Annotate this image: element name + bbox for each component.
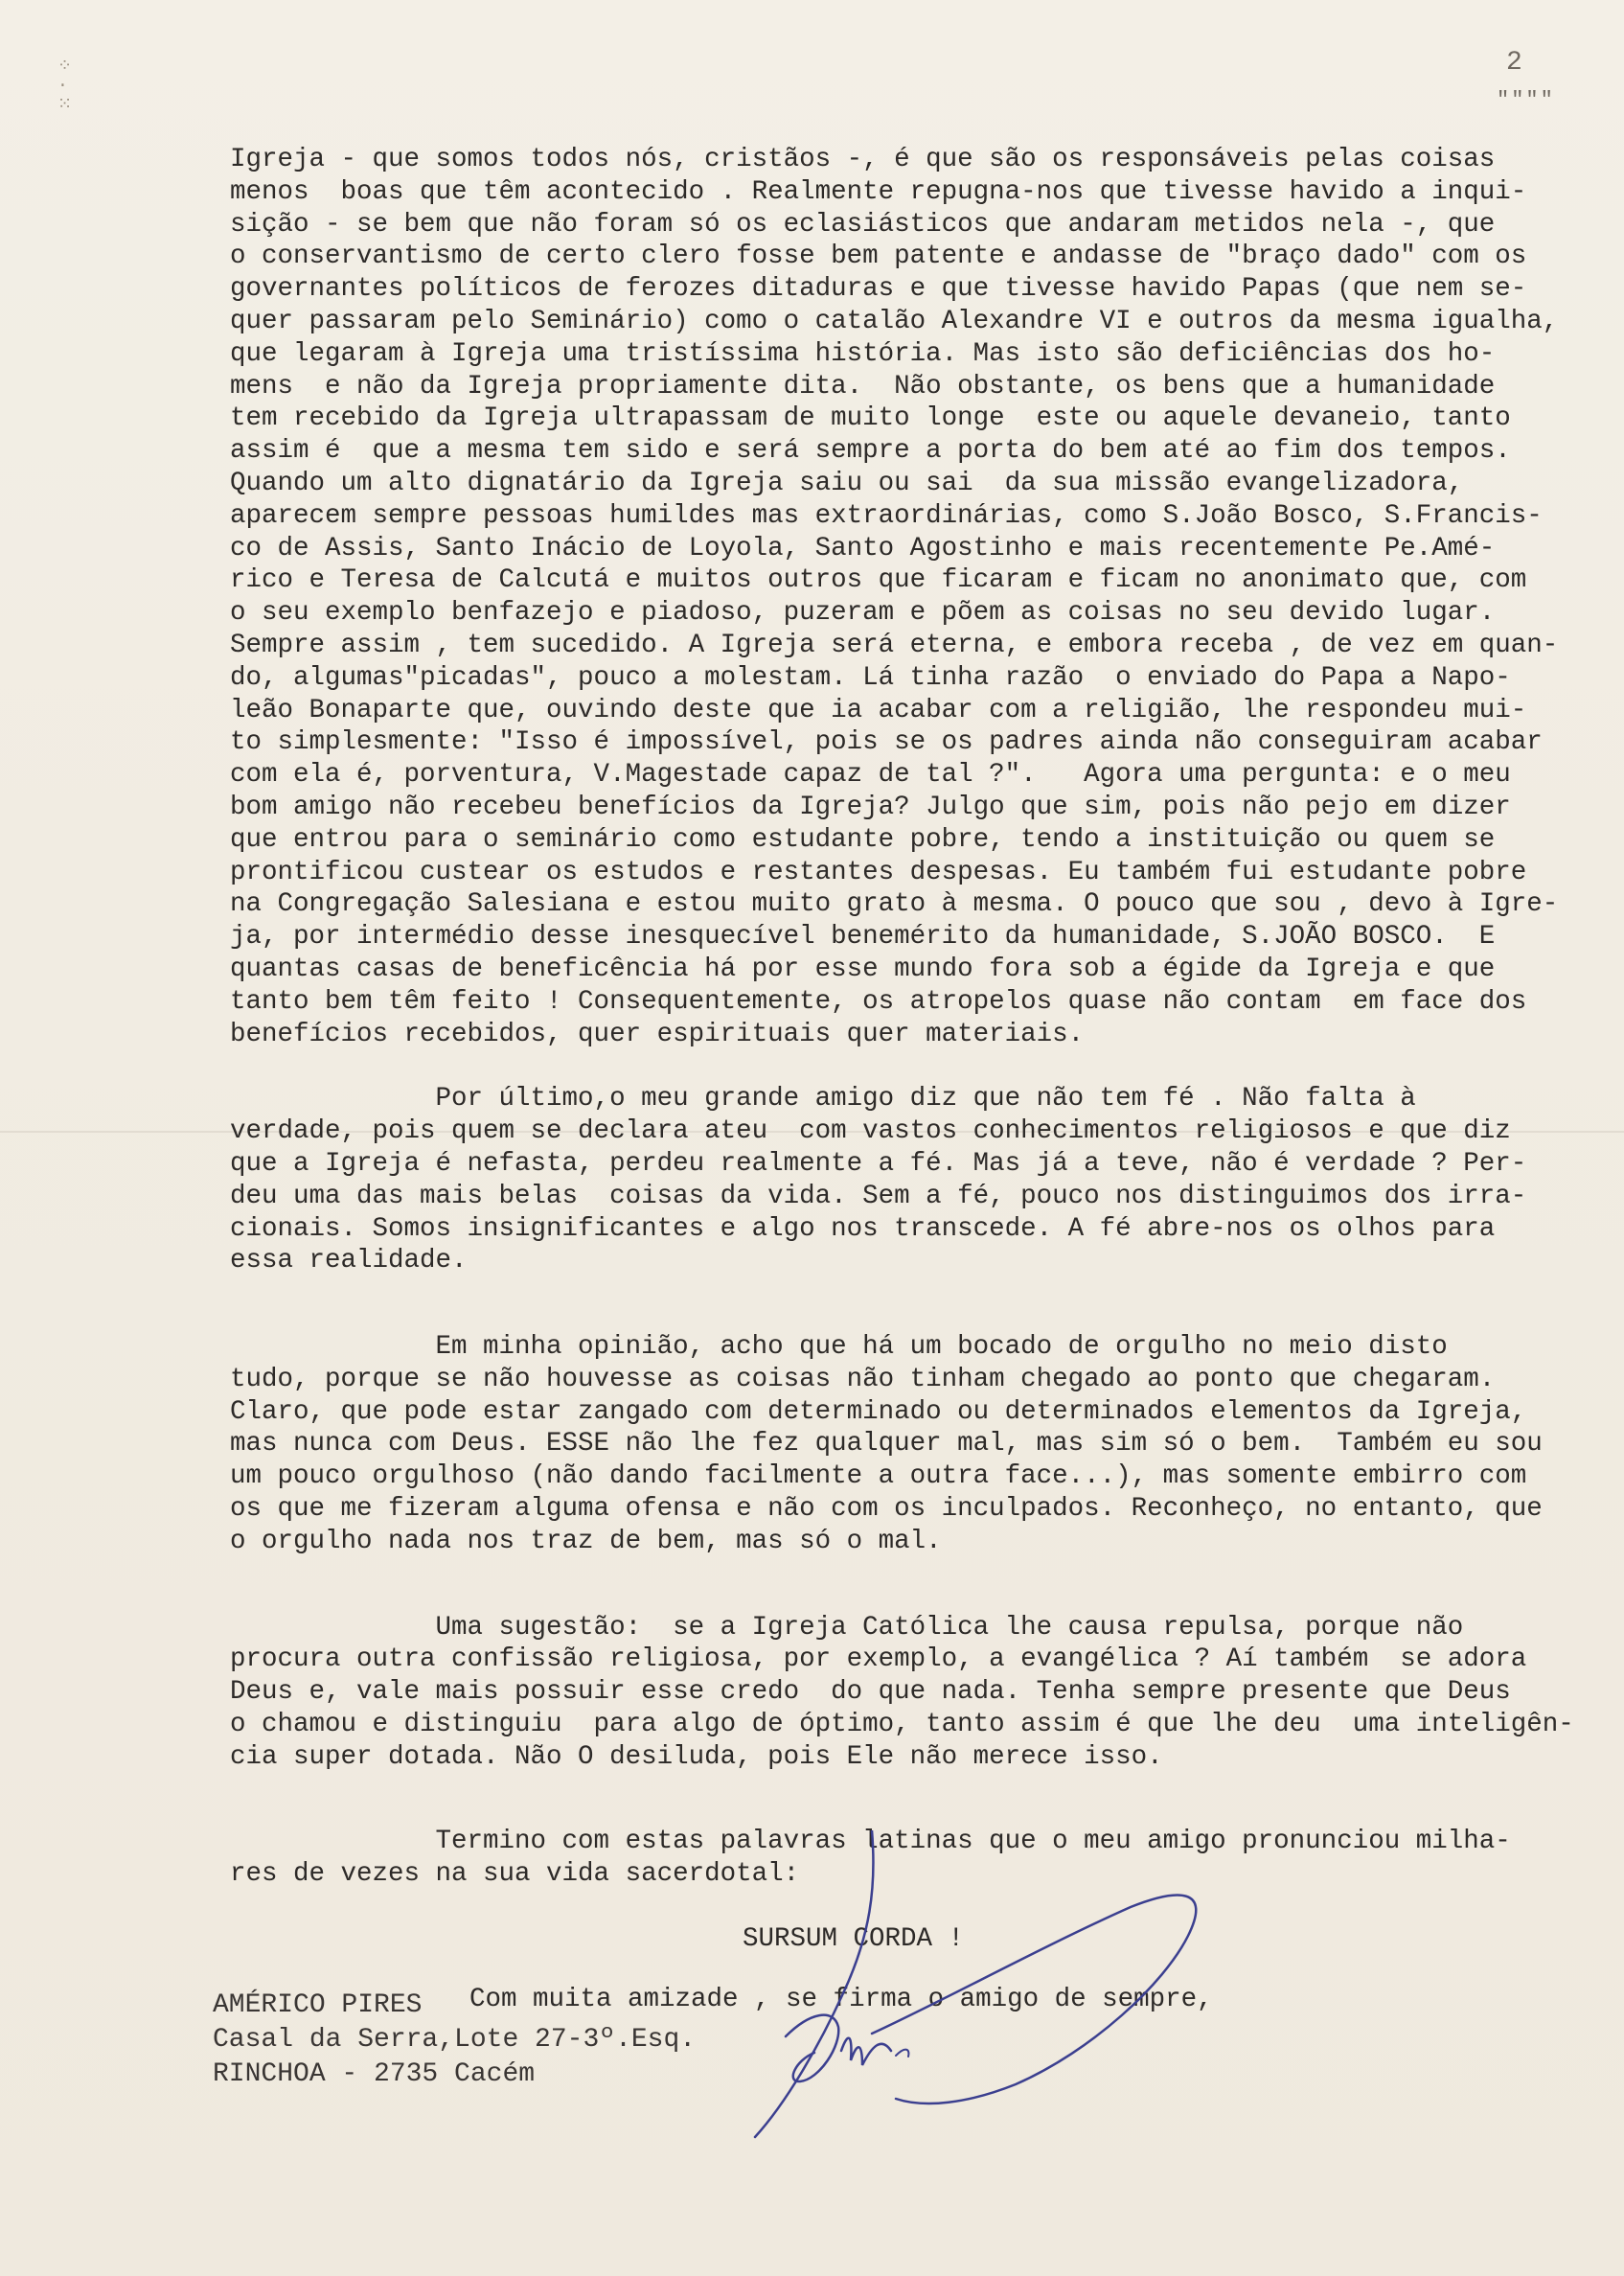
paragraph-gap — [230, 1050, 1562, 1083]
page-number: 2 — [1506, 48, 1522, 78]
text-line: bom amigo não recebeu benefícios da Igreja? Julgo que sim, pois não pejo em dizer — [230, 792, 1511, 822]
paragraph-gap — [230, 1277, 1562, 1331]
text-line: essa realidade. — [230, 1246, 468, 1276]
margin-marks: ⁘ · ⁙ — [57, 57, 73, 115]
text-line: o seu exemplo benfazejo e piadoso, puzeram e põem as coisas no seu devido lugar. — [230, 598, 1496, 629]
text-line: do, algumas"picadas", pouco a molestam. Lá tinha razão o enviado do Papa a Napo- — [230, 662, 1511, 693]
text-line: sição - se bem que não foram só os eclasiásticos que andaram metidos nela -, que — [230, 209, 1496, 240]
paragraph — [230, 1612, 1574, 1774]
text-line: prontificou custear os estudos e restantes despesas. Eu também fui estudante pobre — [230, 857, 1527, 887]
text-line: leão Bonaparte que, ouvindo deste que ia acabar com a religião, lhe respondeu mui- — [230, 695, 1527, 725]
text-line: aparecem sempre pessoas humildes mas extraordinárias, como S.João Bosco, S.Francis- — [230, 500, 1543, 531]
text-line: ja, por intermédio desse inesquecível benemérito da humanidade, S.JOÃO BOSCO. E — [230, 922, 1496, 953]
text-line: que legaram à Igreja uma tristíssima história. Mas isto são deficiências dos ho- — [230, 338, 1496, 369]
text-line: Sempre assim , tem sucedido. A Igreja será eterna, e embora receba , de vez em quan- — [230, 630, 1559, 660]
paragraph — [230, 1083, 1562, 1277]
text-line: verdade, pois quem se declara ateu com vastos conhecimentos religiosos e que diz — [230, 1116, 1511, 1147]
text-line: assim é que a mesma tem sido e será sempre a porta do bem até ao fim dos tempos. — [230, 436, 1511, 467]
text-line: menos boas que têm acontecido . Realmente repugna-nos que tivesse havido a inqui- — [230, 176, 1527, 207]
text-line: co de Assis, Santo Inácio de Loyola, Santo Agostinho e mais recentemente Pe.Amé- — [230, 533, 1496, 563]
text-line: Quando um alto dignatário da Igreja saiu ou sai da sua missão evangelizadora, — [230, 468, 1464, 498]
text-line: o conservantismo de certo clero fosse bem patente e andasse de "braço dado" com os — [230, 241, 1527, 272]
text-line: que entrou para o seminário como estudante pobre, tendo a instituição ou quem se — [230, 824, 1496, 855]
text-line: cia super dotada. Não O desiluda, pois Ele não merece isso. — [230, 1741, 1163, 1772]
text-line: mas nunca com Deus. ESSE não lhe fez qualquer mal, mas sim só o bem. Também eu sou — [230, 1429, 1543, 1460]
paragraph — [230, 144, 1562, 1050]
text-line: Igreja - que somos todos nós, cristãos -, é que são os responsáveis pelas coisas — [230, 145, 1496, 174]
sender-address-line: RINCHOA - 2735 Cacém — [213, 2059, 536, 2089]
text-line: cionais. Somos insignificantes e algo nos transcede. A fé abre-nos os olhos para — [230, 1213, 1496, 1244]
sender-address-line: Casal da Serra,Lote 27-3º.Esq. — [213, 2025, 697, 2055]
text-line: tanto bem têm feito ! Consequentemente, os atropelos quase não contam em face dos — [230, 986, 1527, 1017]
text-line: Em minha opinião, acho que há um bocado de orgulho no meio disto — [230, 1332, 1448, 1363]
text-line: Uma sugestão: se a Igreja Católica lhe causa repulsa, porque não — [230, 1612, 1464, 1643]
sender-block — [213, 1989, 696, 2092]
page-quote-marks: """" — [1497, 88, 1555, 112]
text-line: um pouco orgulhoso (não dando facilmente a outra face...), mas somente embirro com — [230, 1461, 1527, 1492]
text-line: na Congregação Salesiana e estou muito grato à mesma. O pouco que sou , devo à Igre- — [230, 889, 1559, 920]
text-line: com ela é, porventura, V.Magestade capaz de tal ?". Agora uma pergunta: e o meu — [230, 760, 1511, 791]
text-line: to simplesmente: "Isso é impossível, pois se os padres ainda não conseguiram acabar — [230, 727, 1543, 758]
paragraph — [230, 1331, 1562, 1558]
closing-intro-line: res de vezes na sua vida sacerdotal: — [230, 1858, 800, 1889]
closing-intro-line: Termino com estas palavras latinas que o meu amigo pronunciou milha- — [230, 1827, 1511, 1856]
text-line: quantas casas de beneficência há por esse mundo fora sob a égide da Igreja e que — [230, 954, 1496, 984]
text-line: governantes políticos de ferozes ditaduras e que tivesse havido Papas (que nem se- — [230, 274, 1527, 305]
farewell-line: Com muita amizade , se firma o amigo de sempre, — [469, 1985, 1213, 2015]
text-line: tem recebido da Igreja ultrapassam de muito longe este ou aquele devaneio, tanto — [230, 403, 1511, 434]
text-line: que a Igreja é nefasta, perdeu realmente a fé. Mas já a teve, não é verdade ? Per- — [230, 1148, 1527, 1179]
text-line: o orgulho nada nos traz de bem, mas só o mal. — [230, 1526, 942, 1556]
text-line: o chamou e distinguiu para algo de óptimo, tanto assim é que lhe deu uma inteligên- — [230, 1710, 1574, 1740]
text-line: rico e Teresa de Calcutá e muitos outros que ficaram e ficam no anonimato que, com — [230, 565, 1527, 596]
text-line: Claro, que pode estar zangado com determinado ou determinados elementos da Igreja, — [230, 1396, 1527, 1427]
text-line: os que me fizeram alguma ofensa e não com os inculpados. Reconheço, no entanto, que — [230, 1494, 1543, 1525]
handwritten-signature — [728, 1830, 1226, 2147]
text-line: quer passaram pelo Seminário) como o catalão Alexandre VI e outros da mesma igualha, — [230, 306, 1559, 336]
letter-body — [230, 144, 1574, 1774]
text-line: mens e não da Igreja propriamente dita. Não obstante, os bens que a humanidade — [230, 371, 1496, 402]
text-line: Por último,o meu grande amigo diz que não tem fé . Não falta à — [230, 1084, 1416, 1115]
latin-motto: SURSUM CORDA ! — [743, 1923, 965, 1954]
sender-name: AMÉRICO PIRES — [213, 1990, 423, 2020]
text-line: Deus e, vale mais possuir esse credo do que nada. Tenha sempre presente que Deus — [230, 1677, 1511, 1708]
text-line: tudo, porque se não houvesse as coisas não tinham chegado ao ponto que chegaram. — [230, 1364, 1496, 1394]
text-line: benefícios recebidos, quer espirituais quer materiais. — [230, 1019, 1085, 1049]
text-line: deu uma das mais belas coisas da vida. Sem a fé, pouco nos distinguimos dos irra- — [230, 1181, 1527, 1211]
text-line: procura outra confissão religiosa, por exemplo, a evangélica ? Aí também se adora — [230, 1644, 1527, 1675]
paragraph-gap — [230, 1558, 1562, 1612]
